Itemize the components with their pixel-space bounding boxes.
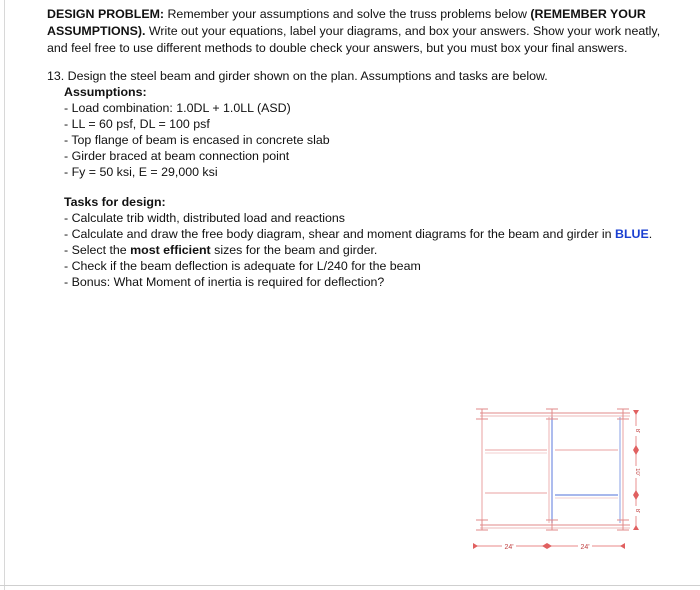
page-bottom-edge [0,585,700,586]
problem-13 [47,68,677,290]
dim-right-top: 8' [634,428,640,434]
intro-emphasis: (REMEMBER YOUR ASSUMPTIONS). [47,7,646,38]
blue-keyword: BLUE [615,227,649,241]
assumption-item: - LL = 60 psf, DL = 100 psf [64,117,210,131]
task-item: - Calculate trib width, distributed load and reactions [64,211,346,225]
intro-text-1: Remember your assumptions and solve the truss problems below [164,7,531,21]
assumption-item: - Load combination: 1.0DL + 1.0LL (ASD) [64,101,291,115]
intro-text-2: Write out your equations, label your diagrams, and box your answers. Show your work neatly, and feel free to use different methods to double check your answers, but you must box your final answers. [47,24,661,55]
problem-heading: 13. Design the steel beam and girder shown on the plan. Assumptions and tasks are below. [47,69,548,83]
dim-bottom-right: 24' [580,544,590,551]
tasks-title: Tasks for design: [64,195,166,209]
dim-bottom-left: 24' [504,544,514,551]
dim-right-bottom: 8' [634,508,640,514]
task-emphasis: most efficient [130,243,211,257]
page-left-edge [4,0,5,590]
intro-label: DESIGN PROBLEM: [47,7,165,21]
intro-paragraph [47,6,667,57]
task-item: - Calculate and draw the free body diagram, shear and moment diagrams for the beam and girder in BLUE. [64,227,653,241]
framing-plan [465,405,640,555]
task-item: - Check if the beam deflection is adequate for L/240 for the beam [64,259,421,273]
assumption-item: - Top flange of beam is encased in concrete slab [64,133,330,147]
assumptions-title: Assumptions: [64,85,147,99]
task-item: - Bonus: What Moment of inertia is required for deflection? [64,275,385,289]
assumption-item: - Fy = 50 ksi, E = 29,000 ksi [64,165,218,179]
dim-right-mid: 10' [634,468,640,476]
task-item: - Select the most efficient sizes for the beam and girder. [64,243,378,257]
assumption-item: - Girder braced at beam connection point [64,149,290,163]
framing-plan-drawing [465,405,640,555]
